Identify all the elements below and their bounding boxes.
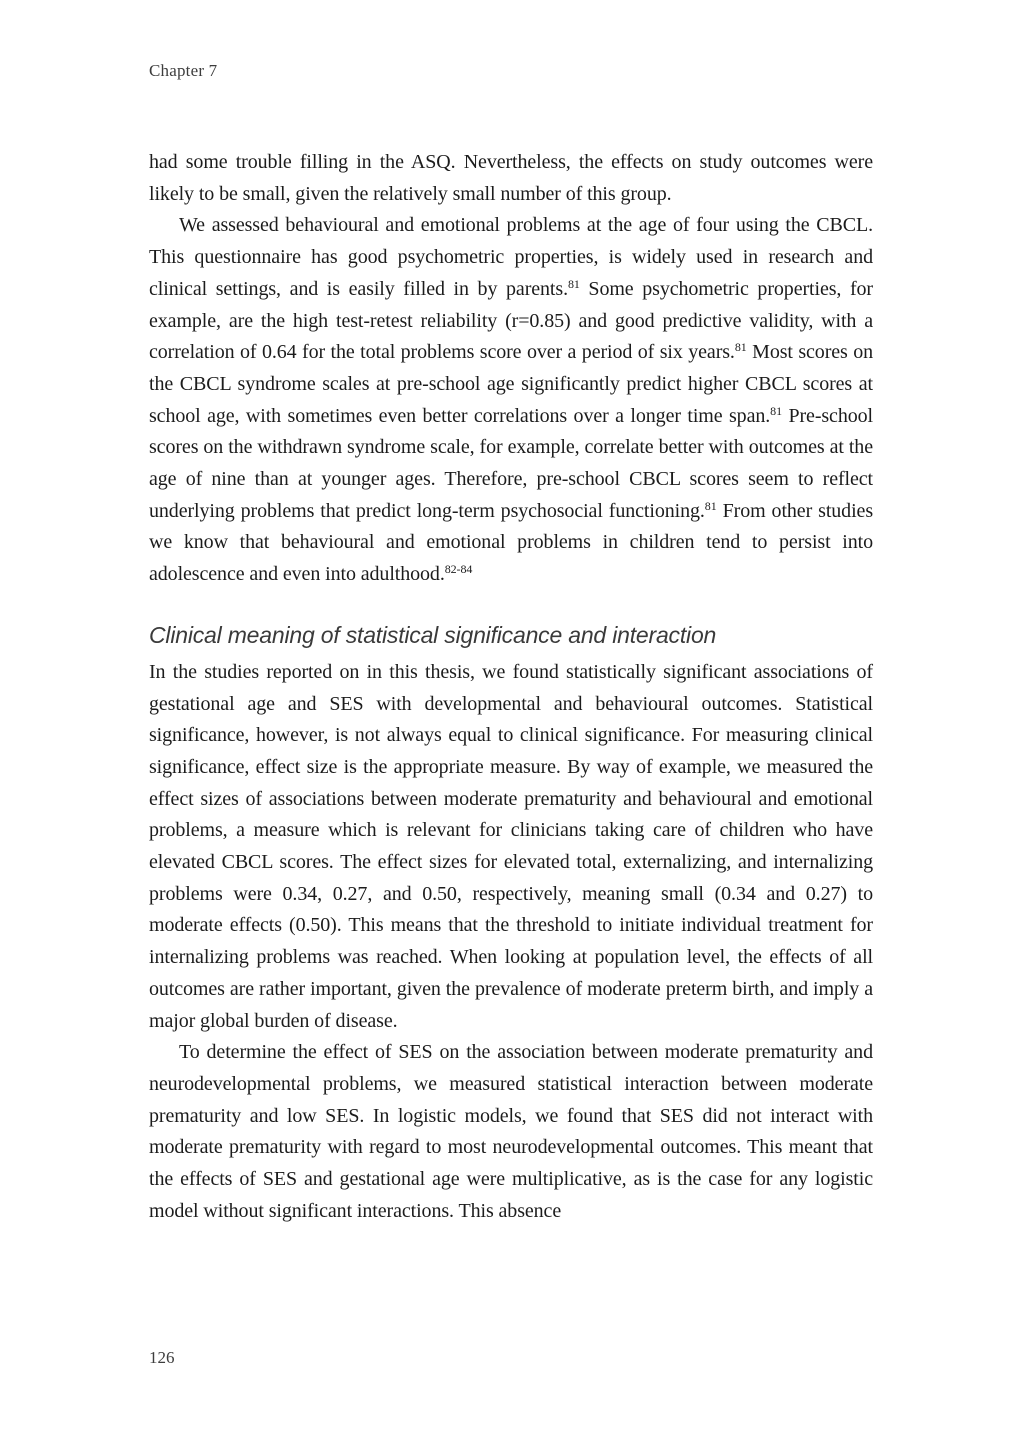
citation-reference: 81: [770, 403, 782, 418]
paragraph: had some trouble filling in the ASQ. Nevertheless, the effects on study outcomes were likely to be small, given the relatively small number of this group.: [149, 151, 873, 205]
paragraph: In the studies reported on in this thesis, we found statistically significant associations of gestational age and SES with developmental and behavioural outcomes. Statistical significance, however, is not always equal to clinical significance. For measuring clinical significance, effect size is the appropriate measure. By way of example, we measured the effect sizes of associations between moderate prematurity and behavioural and emotional problems, a measure which is relevant for clinicians taking care of children who have elevated CBCL scores. The effect sizes for elevated total, externalizing, and internalizing problems were 0.34, 0.27, and 0.50, respectively, meaning small (0.34 and 0.27) to moderate effects (0.50). This means that the threshold to initiate individual treatment for internalizing problems was reached. When looking at population level, the effects of all outcomes are rather important, given the prevalence of moderate preterm birth, and imply a major global burden of disease.: [149, 660, 873, 1032]
citation-reference: 81: [567, 276, 580, 291]
citation-reference: 81: [704, 498, 717, 513]
citation-reference: 81: [734, 340, 747, 355]
paragraph: We assessed behavioural and emotional problems at the age of four using the CBCL. This questionnaire has good psychometric properties, is widely used in research and clinical settings, and is easily filled in by parents.$^{81}$ Some psychometric properties, for example, are the high test-retest reliability (r=0.85) and good predictive validity, with a correlation of 0.64 for the total problems score over a period of six years.$^{81}$ Most scores on the CBCL syndrome scales at pre-school age significantly predict higher CBCL scores at school age, with sometimes even better correlations over a longer time span.$^{81}$ Pre-school scores on the withdrawn syndrome scale, for example, correlate better with outcomes at the age of nine than at younger ages. Therefore, pre-school CBCL scores seem to reflect underlying problems that predict long-term psychosocial functioning.$^{81}$ From other studies we know that behavioural and emotional problems in children tend to persist into adolescence and even into adulthood.$^{82-84}$: [149, 214, 874, 586]
page-body: [149, 147, 873, 1228]
running-header: Chapter 7: [149, 61, 218, 80]
section-heading: Clinical meaning of statistical significance and interaction: [149, 621, 717, 648]
paragraph: To determine the effect of SES on the association between moderate prematurity and neurodevelopmental problems, we measured statistical interaction between moderate prematurity and low SES. In logistic models, we found that SES did not interact with moderate prematurity with regard to most neurodevelopmental outcomes. This meant that the effects of SES and gestational age were multiplicative, as is the case for any logistic model without significant interactions. This absence: [149, 1041, 873, 1222]
page-number: 126: [149, 1348, 175, 1367]
citation-reference: 82-84: [444, 562, 473, 577]
